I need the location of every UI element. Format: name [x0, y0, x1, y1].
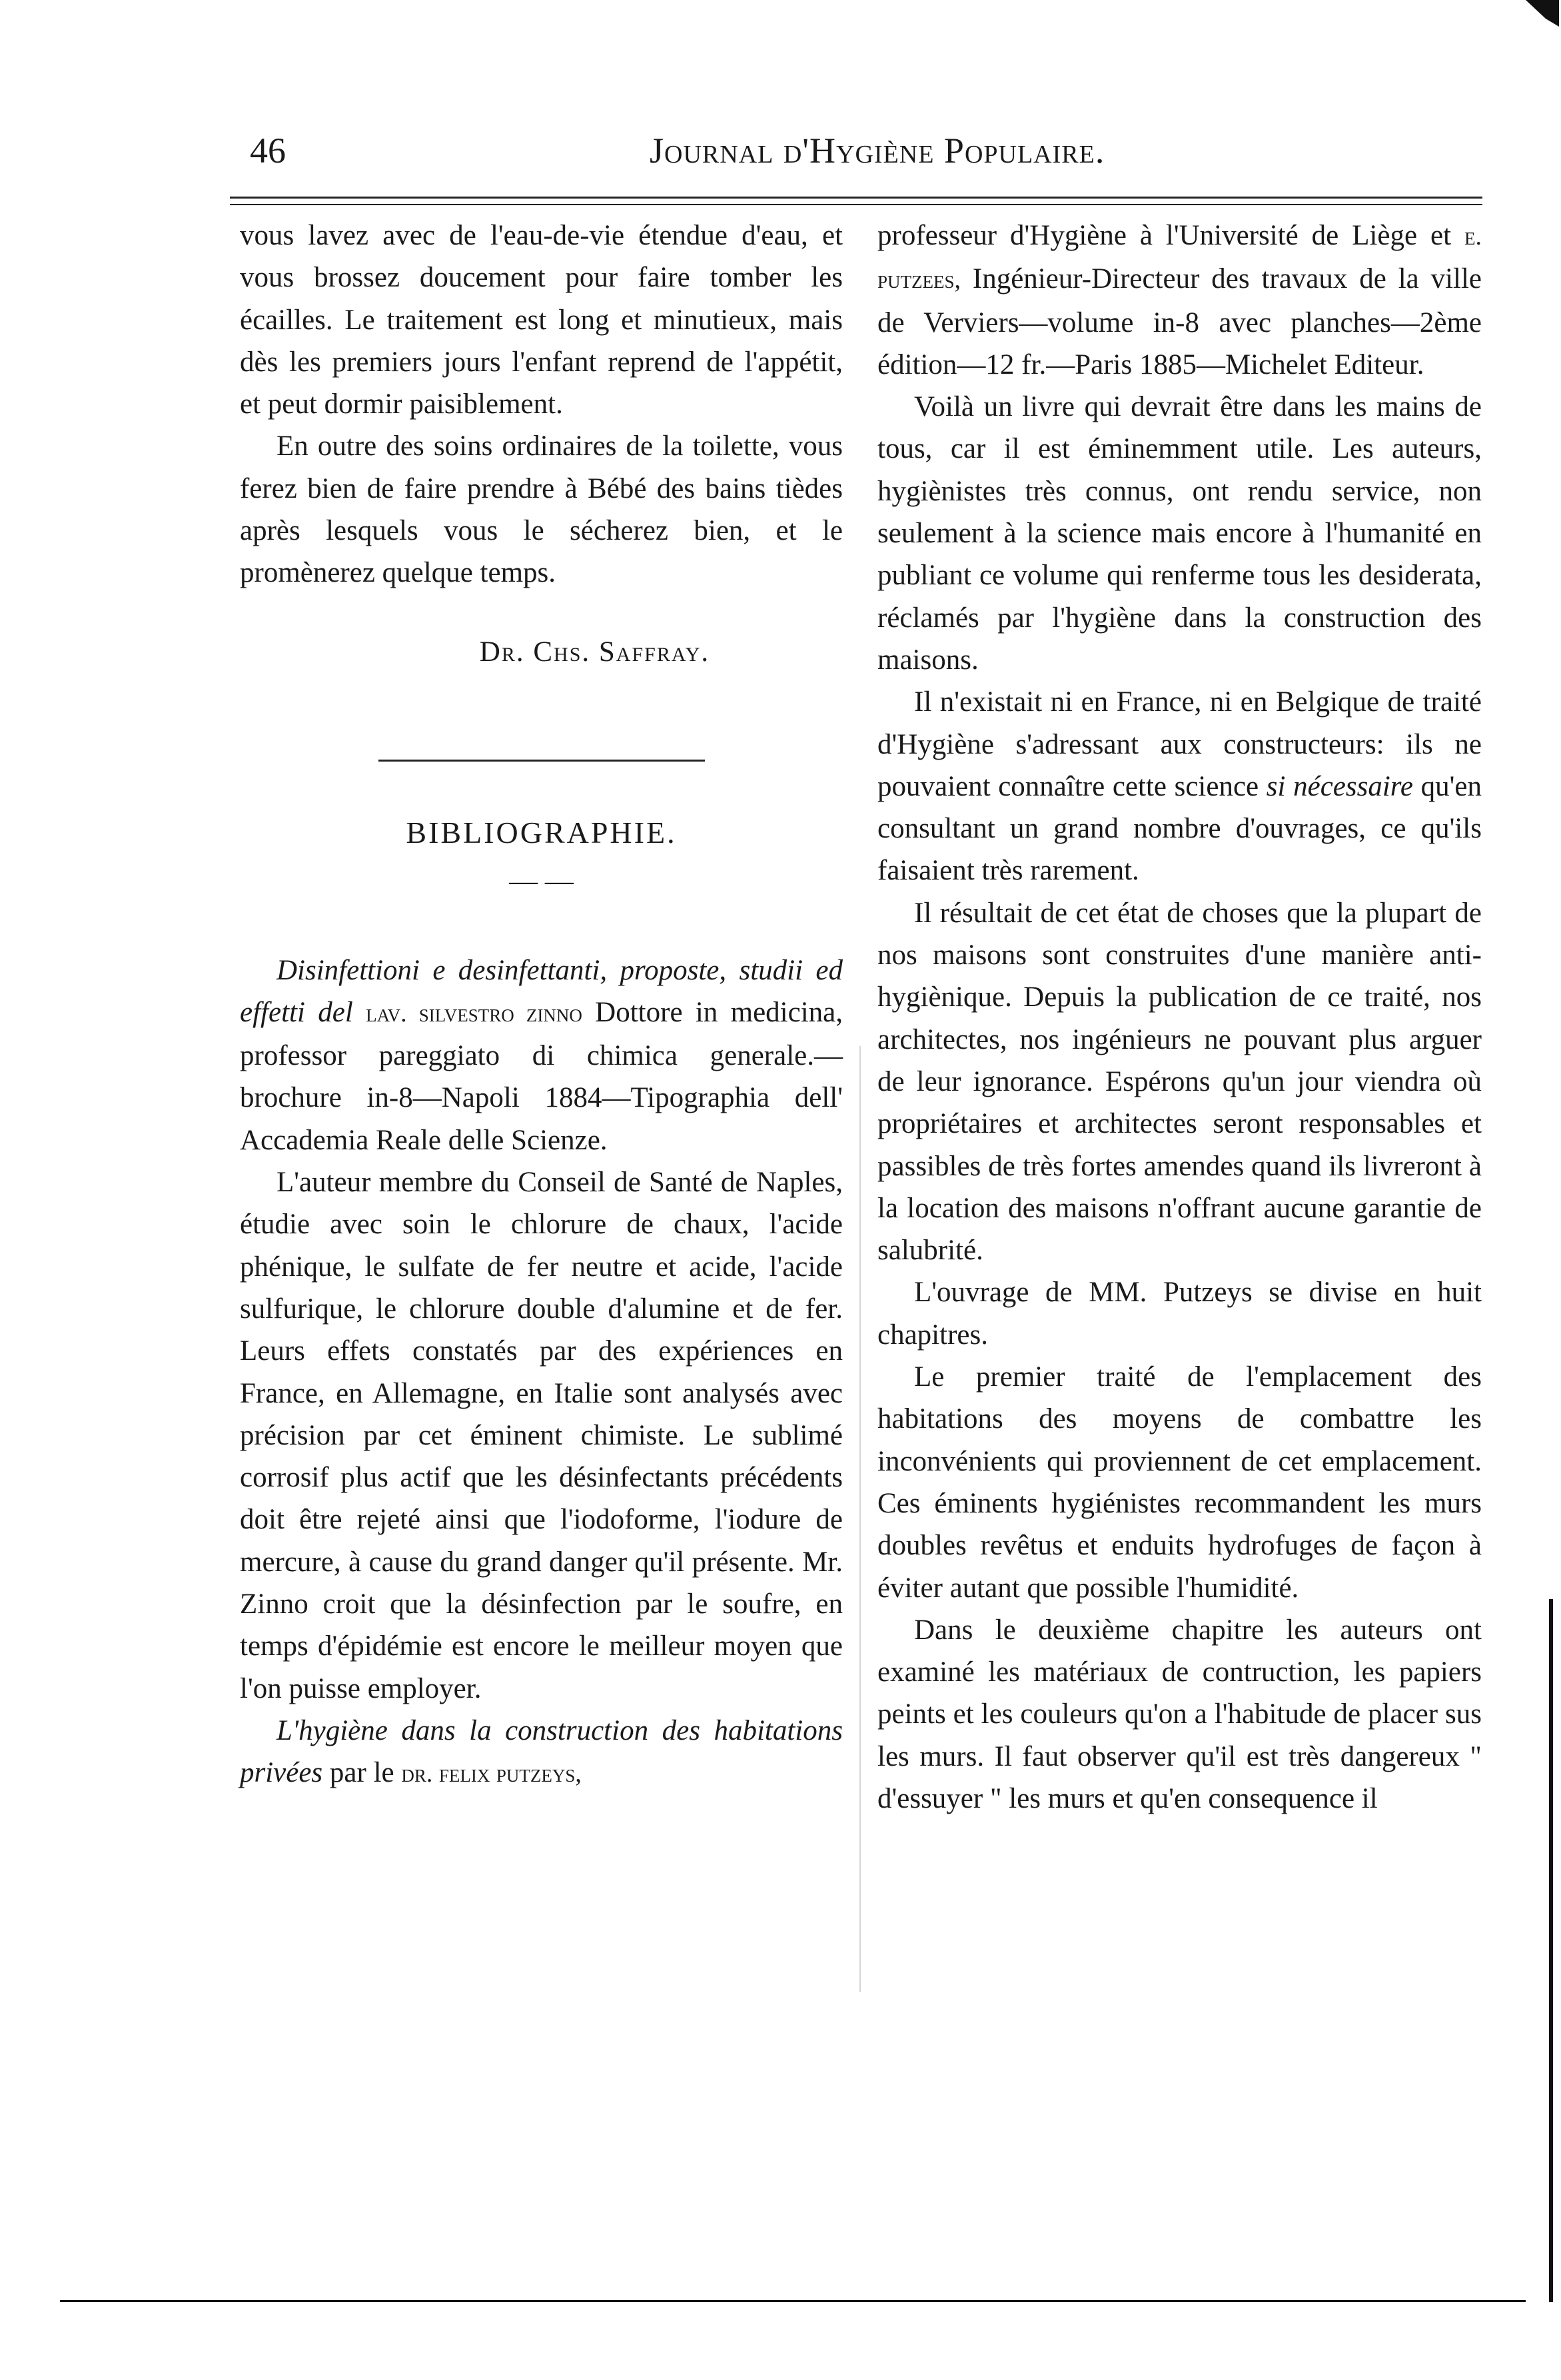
right-column: [877, 215, 1482, 1820]
paragraph: vous lavez avec de l'eau-de-vie étendue d'eau, et vous brossez doucement pour faire tomber les écailles. Le traitement est long et minutieux, mais dès les premiers jours l'enfant reprend de l'appétit, et peut dormir paisiblement.: [240, 220, 843, 420]
paragraph: L'auteur membre du Conseil de Santé de Naples, étudie avec soin le chlorure de chaux, l'acide phénique, le sulfate de fer neutre et acide, l'acide sulfurique, le chlorure double d'alumine et de fer. Leurs effets constatés par des expériences en France, en Allemagne, en Italie sont analysés avec précision par cet éminent chimiste. Le sublimé corrosif plus actif que les désinfectants précédents doit être rejeté ainsi que l'iodoforme, l'iodure de mercure, à cause du grand danger qu'il présente. Mr. Zinno croit que la désinfection par le soufre, en temps d'épidémie est encore le meilleur moyen que l'on puisse employer.: [240, 1167, 843, 1704]
page-bottom-edge: [60, 2300, 1526, 2302]
heading-dash: — —: [509, 866, 574, 897]
page-header: [250, 130, 1482, 183]
text-run: professeur d'Hygiène à l'Université de Liège et: [877, 220, 1452, 251]
paragraph: L'ouvrage de MM. Putzeys se divise en huit chapitres.: [877, 1277, 1482, 1351]
bibliography-entry: [240, 949, 843, 1161]
header-rule-secondary: [230, 204, 1482, 205]
header-rule: [230, 197, 1482, 199]
text-run: Ingénieur-Directeur des travaux de la ville de Verviers—volume in-8 avec planches—2ème édition—12 fr.—Paris 1885—Michelet Editeur.: [877, 263, 1482, 380]
paragraph: Il résultait de cet état de choses que la plupart de nos maisons sont construites d'une manière anti-hygiènique. Depuis la publication de ce traité, nos architectes, nos ingénieurs ne pouvant plus arguer de leur ignorance. Espérons qu'un jour viendra où propriétaires et architectes seront responsables et passibles de très fortes amendes quand ils livreront à la location des maisons n'offrant aucune garantie de salubrité.: [877, 897, 1482, 1267]
scan-corner-mark: [1526, 0, 1559, 27]
paragraph: [877, 215, 1482, 386]
paragraph: Voilà un livre qui devrait être dans les mains de tous, car il est éminemment utile. Les auteurs, hygiènistes très connus, ont rendu service, non seulement à la science mais encore à l'humanité en publiant ce volume qui renferme tous les desiderata, réclamés par l'hygiène dans la construction des maisons.: [877, 391, 1482, 676]
left-column: [240, 215, 843, 1796]
entry-details: Dottore in medicina, professor pareggiato di chimica generale.—brochure in-8—Napoli 1884—Tipographia dell' Accademia Reale delle Scienze.: [240, 996, 843, 1156]
text-run: qu'en consultant un grand nombre d'ouvrages, ce qu'ils faisaient très rarement.: [877, 770, 1482, 887]
section-separator: [378, 760, 705, 762]
entry-by: par le: [329, 1757, 394, 1789]
section-heading: BIBLIOGRAPHIE.: [406, 815, 677, 850]
emphasis: si nécessaire: [1266, 770, 1414, 802]
page-right-edge: [1549, 1599, 1553, 2302]
entry-author: dr. felix putzeys,: [401, 1760, 582, 1788]
paragraph: Dans le deuxième chapitre les auteurs ont examiné les matériaux de contruction, les papiers peints et les couleurs qu'on a l'habitude de placer sus les murs. Il faut observer qu'il est très dangereux " d'essuyer " les murs et qu'en consequence il: [877, 1614, 1482, 1814]
text-run: Il n'existait ni en France, ni en Belgique de traité d'Hygiène s'adressant aux constructeurs: ils ne pouvaient connaître cette science: [877, 686, 1482, 802]
entry-title: Disinfettioni e desinfettanti, proposte, studii ed effetti del: [240, 954, 843, 1028]
page-number: 46: [250, 131, 286, 171]
bibliography-entry: [240, 1710, 843, 1796]
paragraph: [877, 681, 1482, 892]
entry-author: lav. silvestro zinno: [366, 999, 582, 1027]
running-title: Journal d'Hygiène Populaire.: [650, 131, 1105, 171]
entry-title: L'hygiène dans la construction des habitations privées: [240, 1714, 843, 1789]
paragraph: En outre des soins ordinaires de la toilette, vous ferez bien de faire prendre à Bébé des bains tièdes après lesquels vous le sécherez bien, et le promènerez quelque temps.: [240, 430, 843, 589]
author-signature: Dr. Chs. Saffray.: [479, 636, 710, 668]
column-divider: [859, 1046, 861, 1992]
paragraph: Le premier traité de l'emplacement des habitations des moyens de combattre les inconvénients qui proviennent de cet emplacement. Ces éminents hygiénistes recommandent les murs doubles revêtus et enduits hydrofuges de façon à éviter autant que possible l'humidité.: [877, 1361, 1482, 1604]
entry-author: e. putzees,: [877, 223, 1482, 295]
